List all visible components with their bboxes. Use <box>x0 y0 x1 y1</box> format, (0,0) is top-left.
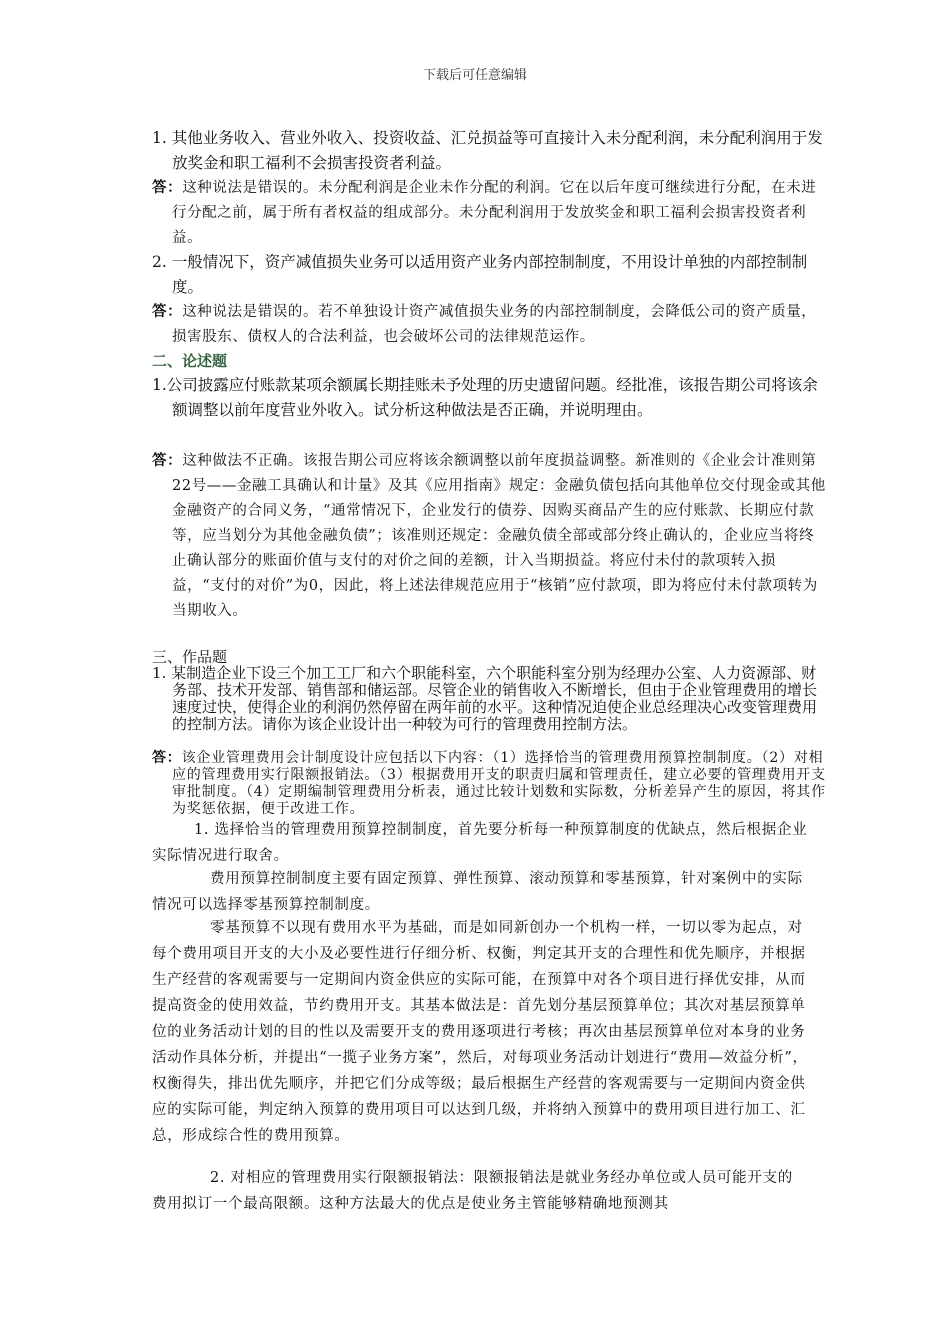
question-3: 1.公司披露应付账款某项余额属长期挂账未予处理的历史遗留问题。经批准，该报告期公司将该余额调整以前年度营业外收入。试分析这种做法是否正确，并说明理由。 <box>152 376 818 419</box>
answer-label: 答： <box>152 303 183 320</box>
paragraph-3 <box>152 915 808 1149</box>
paragraph-2-text: 费用预算控制制度主要有固定预算、弹性预算、滚动预算和零基预算，针对案例中的实际情况可以选择零基预算控制制度。 <box>152 871 803 913</box>
question-2: 2. 一般情况下，资产减值损失业务可以适用资产业务内部控制制度，不用设计单独的内部控制制度。 <box>152 253 808 296</box>
paragraph-4 <box>152 1165 808 1217</box>
section-title-essay: 二、论述题 <box>152 352 228 370</box>
question-1: 1. 其他业务收入、营业外收入、投资收益、汇兑损益等可直接计入未分配利润，未分配利润用于发放奖金和职工福利不会损害投资者利益。 <box>152 129 823 172</box>
answer-1 <box>152 175 828 251</box>
answer-3-text: 这种做法不正确。该报告期公司应将该余额调整以前年度损益调整。新准则的《企业会计准则第22号——金融工具确认和计量》及其《应用指南》规定：金融负债包括向其他单位交付现金或其他金融资产的合同义务，“通常情况下，企业发行的债券、因购买商品产生的应付账款、长期应付款等，应当划分为其他金融负债”；该准则还规定：金融负债全部或部分终止确认的，企业应当将终止确认部分的账面价值与支付的对价之间的差额，计入当期损益。将应付未付的款项转入损益，“支付的对价”为0，因此，将上述法律规范应用于“核销”应付款项，即为将应付未付款项转为当期收入。 <box>172 453 826 619</box>
answer-1-text: 这种说法是错误的。未分配利润是企业未作分配的利润。它在以后年度可继续进行分配，在未进行分配之前，属于所有者权益的组成部分。未分配利润用于发放奖金和职工福利会损害投资者利益。 <box>172 180 817 246</box>
paragraph-1 <box>152 817 808 869</box>
paragraph-4-text: 2. 对相应的管理费用实行限额报销法：限额报销法是就业务经办单位或人员可能开支的费用拟订一个最高限额。这种方法最大的优点是使业务主管能够精确地预测其 <box>152 1170 793 1212</box>
answer-4 <box>152 750 828 818</box>
paragraph-3-text: 零基预算不以现有费用水平为基础，而是如同新创办一个机构一样，一切以零为起点，对每个费用项目开支的大小及必要性进行仔细分析、权衡，判定其开支的合理性和优先顺序，并根据生产经营的客观需要与一定期间内资金供应的实际可能，在预算中对各个项目进行择优安排，从而提高资金的使用效益，节约费用开支。其基本做法是：首先划分基层预算单位；其次对基层预算单位的业务活动计划的目的性以及需要开支的费用逐项进行考核；再次由基层预算单位对本身的业务活动作具体分析，并提出“一揽子业务方案”，然后，对每项业务活动计划进行“费用—效益分析”，权衡得失，排出优先顺序，并把它们分成等级；最后根据生产经营的客观需要与一定期间内资金供应的实际可能，判定纳入预算的费用项目可以达到几级，并将纳入预算中的费用项目进行加工、汇总，形成综合性的费用预算。 <box>152 920 808 1144</box>
page-header: 下载后可任意编辑 <box>422 68 527 83</box>
answer-label: 答： <box>152 750 182 766</box>
answer-4-text: 该企业管理费用会计制度设计应包括以下内容：（1）选择恰当的管理费用预算控制制度。（2）对相应的管理费用实行限额报销法。（3）根据费用开支的职责归属和管理责任，建立必要的管理费用开支审批制度。（4）定期编制管理费用分析表，通过比较计划数和实际数，分析差异产生的原因，将其作为奖惩依据，便于改进工作。 <box>172 750 826 817</box>
answer-2 <box>152 299 828 350</box>
section-title-project: 三、作品题 <box>152 648 228 666</box>
question-4: 1. 某制造企业下设三个加工工厂和六个职能科室，六个职能科室分别为经理办公室、人力资源部、财务部、技术开发部、销售部和储运部。尽管企业的销售收入不断增长，但由于企业管理费用的增长速度过快，使得企业的利润仍然停留在两年前的水平。这种情况迫使企业总经理决心改变管理费用的控制方法。请你为该企业设计出一种较为可行的管理费用控制方法。 <box>152 664 818 733</box>
paragraph-2 <box>152 866 808 918</box>
answer-2-text: 这种说法是错误的。若不单独设计资产减值损失业务的内部控制制度，会降低公司的资产质量，损害股东、债权人的合法利益，也会破坏公司的法律规范运作。 <box>172 304 817 345</box>
paragraph-1-text: 1. 选择恰当的管理费用预算控制制度，首先要分析每一种预算制度的优缺点，然后根据企业实际情况进行取舍。 <box>152 822 808 864</box>
answer-label: 答： <box>152 452 183 469</box>
answer-label: 答： <box>152 179 183 196</box>
answer-3 <box>152 448 828 624</box>
